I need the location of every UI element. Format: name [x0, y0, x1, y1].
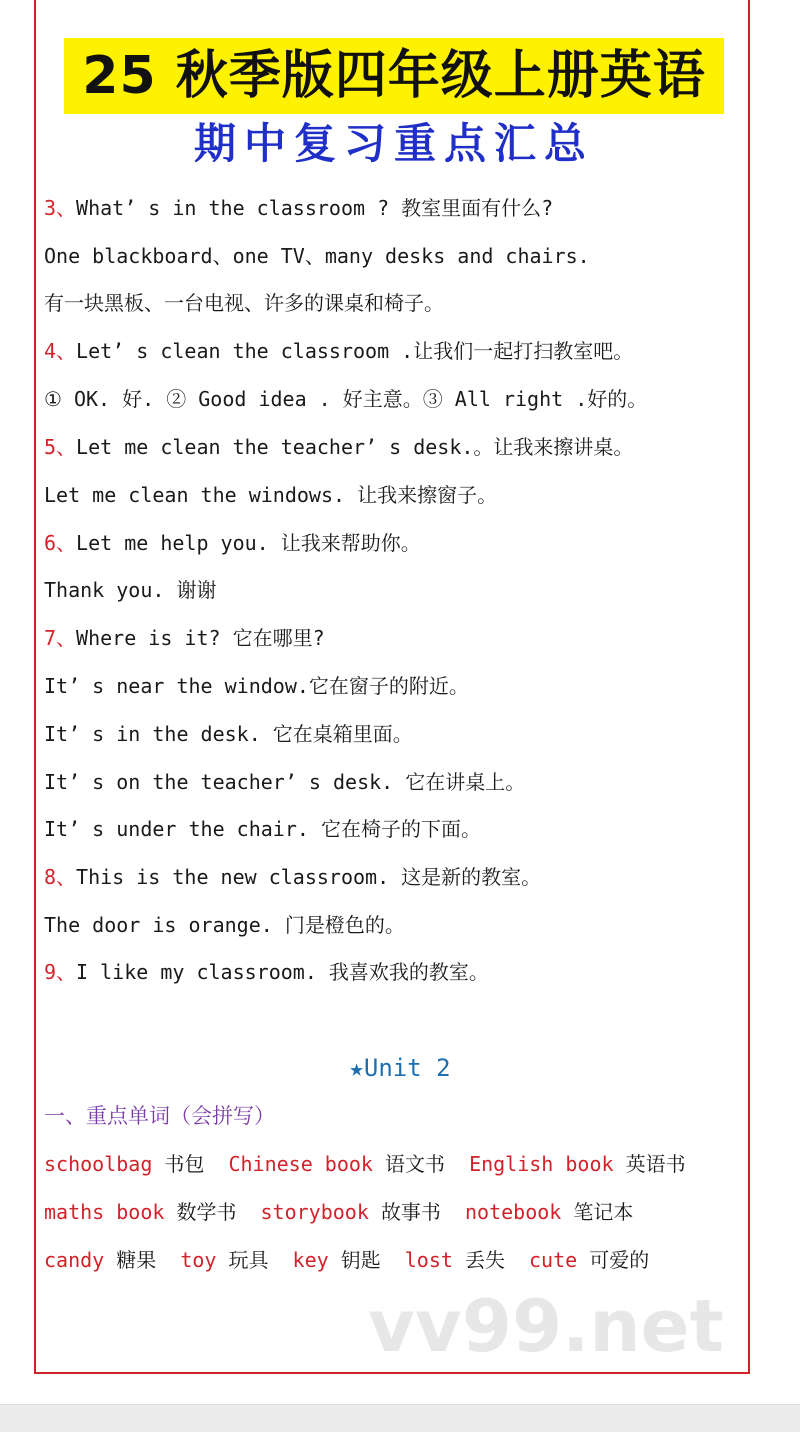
vocab-chinese: 笔记本	[573, 1200, 634, 1224]
item-number: 8、	[44, 865, 77, 889]
sentence-5	[44, 427, 744, 467]
item-number: 3、	[44, 196, 77, 220]
sentence-7-answer-1	[44, 666, 744, 706]
vocab-chinese: 书包	[164, 1152, 205, 1176]
vocab-chinese: 可爱的	[589, 1248, 650, 1272]
sentence-8-extra	[44, 905, 744, 945]
vocab-english: storybook	[260, 1200, 369, 1224]
vocab-chinese: 故事书	[380, 1200, 441, 1224]
sentence-text: 有一块黑板、一台电视、许多的课桌和椅子。	[44, 291, 444, 315]
vocab-english: cute	[529, 1248, 578, 1272]
sentence-6	[44, 523, 744, 563]
vocab-row-3	[44, 1240, 754, 1280]
bottom-strip	[0, 1404, 800, 1432]
sentence-7-answer-4	[44, 809, 744, 849]
section-heading: 一、重点单词（会拼写）	[44, 1104, 275, 1128]
sentence-text: ① OK. 好. ② Good idea . 好主意。③ All right .好的。	[44, 387, 648, 411]
star-icon: ★	[349, 1054, 364, 1082]
vocab-chinese: 糖果	[116, 1248, 157, 1272]
sentence-3-translation	[44, 283, 744, 323]
sentence-text: This is the new classroom. 这是新的教室。	[76, 865, 542, 889]
vocab-english: key	[292, 1248, 329, 1272]
sentence-text: It’ s in the desk. 它在桌箱里面。	[44, 722, 413, 746]
item-number: 4、	[44, 339, 77, 363]
vocab-row-1	[44, 1144, 754, 1184]
item-number: 6、	[44, 531, 77, 555]
sentence-text: Where is it? 它在哪里?	[76, 626, 325, 650]
item-number: 9、	[44, 960, 77, 984]
sentence-7-answer-2	[44, 714, 744, 754]
sentence-4	[44, 331, 744, 371]
vocab-english: maths book	[44, 1200, 165, 1224]
page-title: 25 秋季版四年级上册英语	[64, 38, 724, 114]
sentence-7	[44, 618, 744, 658]
vocab-chinese: 玩具	[228, 1248, 269, 1272]
unit-heading	[0, 1048, 800, 1088]
sentence-5-extra	[44, 475, 744, 515]
item-number: 7、	[44, 626, 77, 650]
sentence-text: Let me help you. 让我来帮助你。	[76, 531, 421, 555]
sentence-8	[44, 857, 744, 897]
vocab-chinese: 英语书	[625, 1152, 686, 1176]
sentence-3-answer	[44, 236, 744, 276]
sentence-3	[44, 188, 744, 228]
item-number: 5、	[44, 435, 77, 459]
sentence-text: Thank you. 谢谢	[44, 578, 217, 602]
vocab-english: English book	[469, 1152, 614, 1176]
vocab-english: schoolbag	[44, 1152, 153, 1176]
sentence-text: One blackboard、one TV、many desks and chairs.	[44, 244, 590, 268]
vocab-chinese: 语文书	[385, 1152, 446, 1176]
vocab-english: notebook	[464, 1200, 562, 1224]
sentence-9	[44, 952, 744, 992]
sentence-text: It’ s under the chair. 它在椅子的下面。	[44, 817, 481, 841]
vocab-chinese: 钥匙	[340, 1248, 381, 1272]
sentence-text: The door is orange. 门是橙色的。	[44, 913, 405, 937]
watermark: vv99.net	[368, 1284, 724, 1368]
sentence-text: What’ s in the classroom ? 教室里面有什么?	[76, 196, 554, 220]
vocab-row-2	[44, 1192, 754, 1232]
sentence-text: I like my classroom. 我喜欢我的教室。	[76, 960, 489, 984]
vocab-english: lost	[404, 1248, 453, 1272]
vocab-chinese: 数学书	[176, 1200, 237, 1224]
sentence-text: It’ s on the teacher’ s desk. 它在讲桌上。	[44, 770, 526, 794]
sentence-text: It’ s near the window.它在窗子的附近。	[44, 674, 469, 698]
sentence-7-answer-3	[44, 762, 744, 802]
sentence-text: Let me clean the windows. 让我来擦窗子。	[44, 483, 498, 507]
sentence-text: Let me clean the teacher’ s desk.。让我来擦讲桌。	[76, 435, 634, 459]
vocab-english: Chinese book	[228, 1152, 373, 1176]
sentence-4-answers	[44, 379, 744, 419]
vocab-chinese: 丢失	[464, 1248, 505, 1272]
page-subtitle: 期中复习重点汇总	[193, 119, 594, 168]
vocab-english: candy	[44, 1248, 105, 1272]
sentence-6-answer	[44, 570, 744, 610]
vocab-english: toy	[180, 1248, 217, 1272]
unit-title: Unit 2	[363, 1054, 451, 1082]
sentence-text: Let’ s clean the classroom .让我们一起打扫教室吧。	[76, 339, 634, 363]
